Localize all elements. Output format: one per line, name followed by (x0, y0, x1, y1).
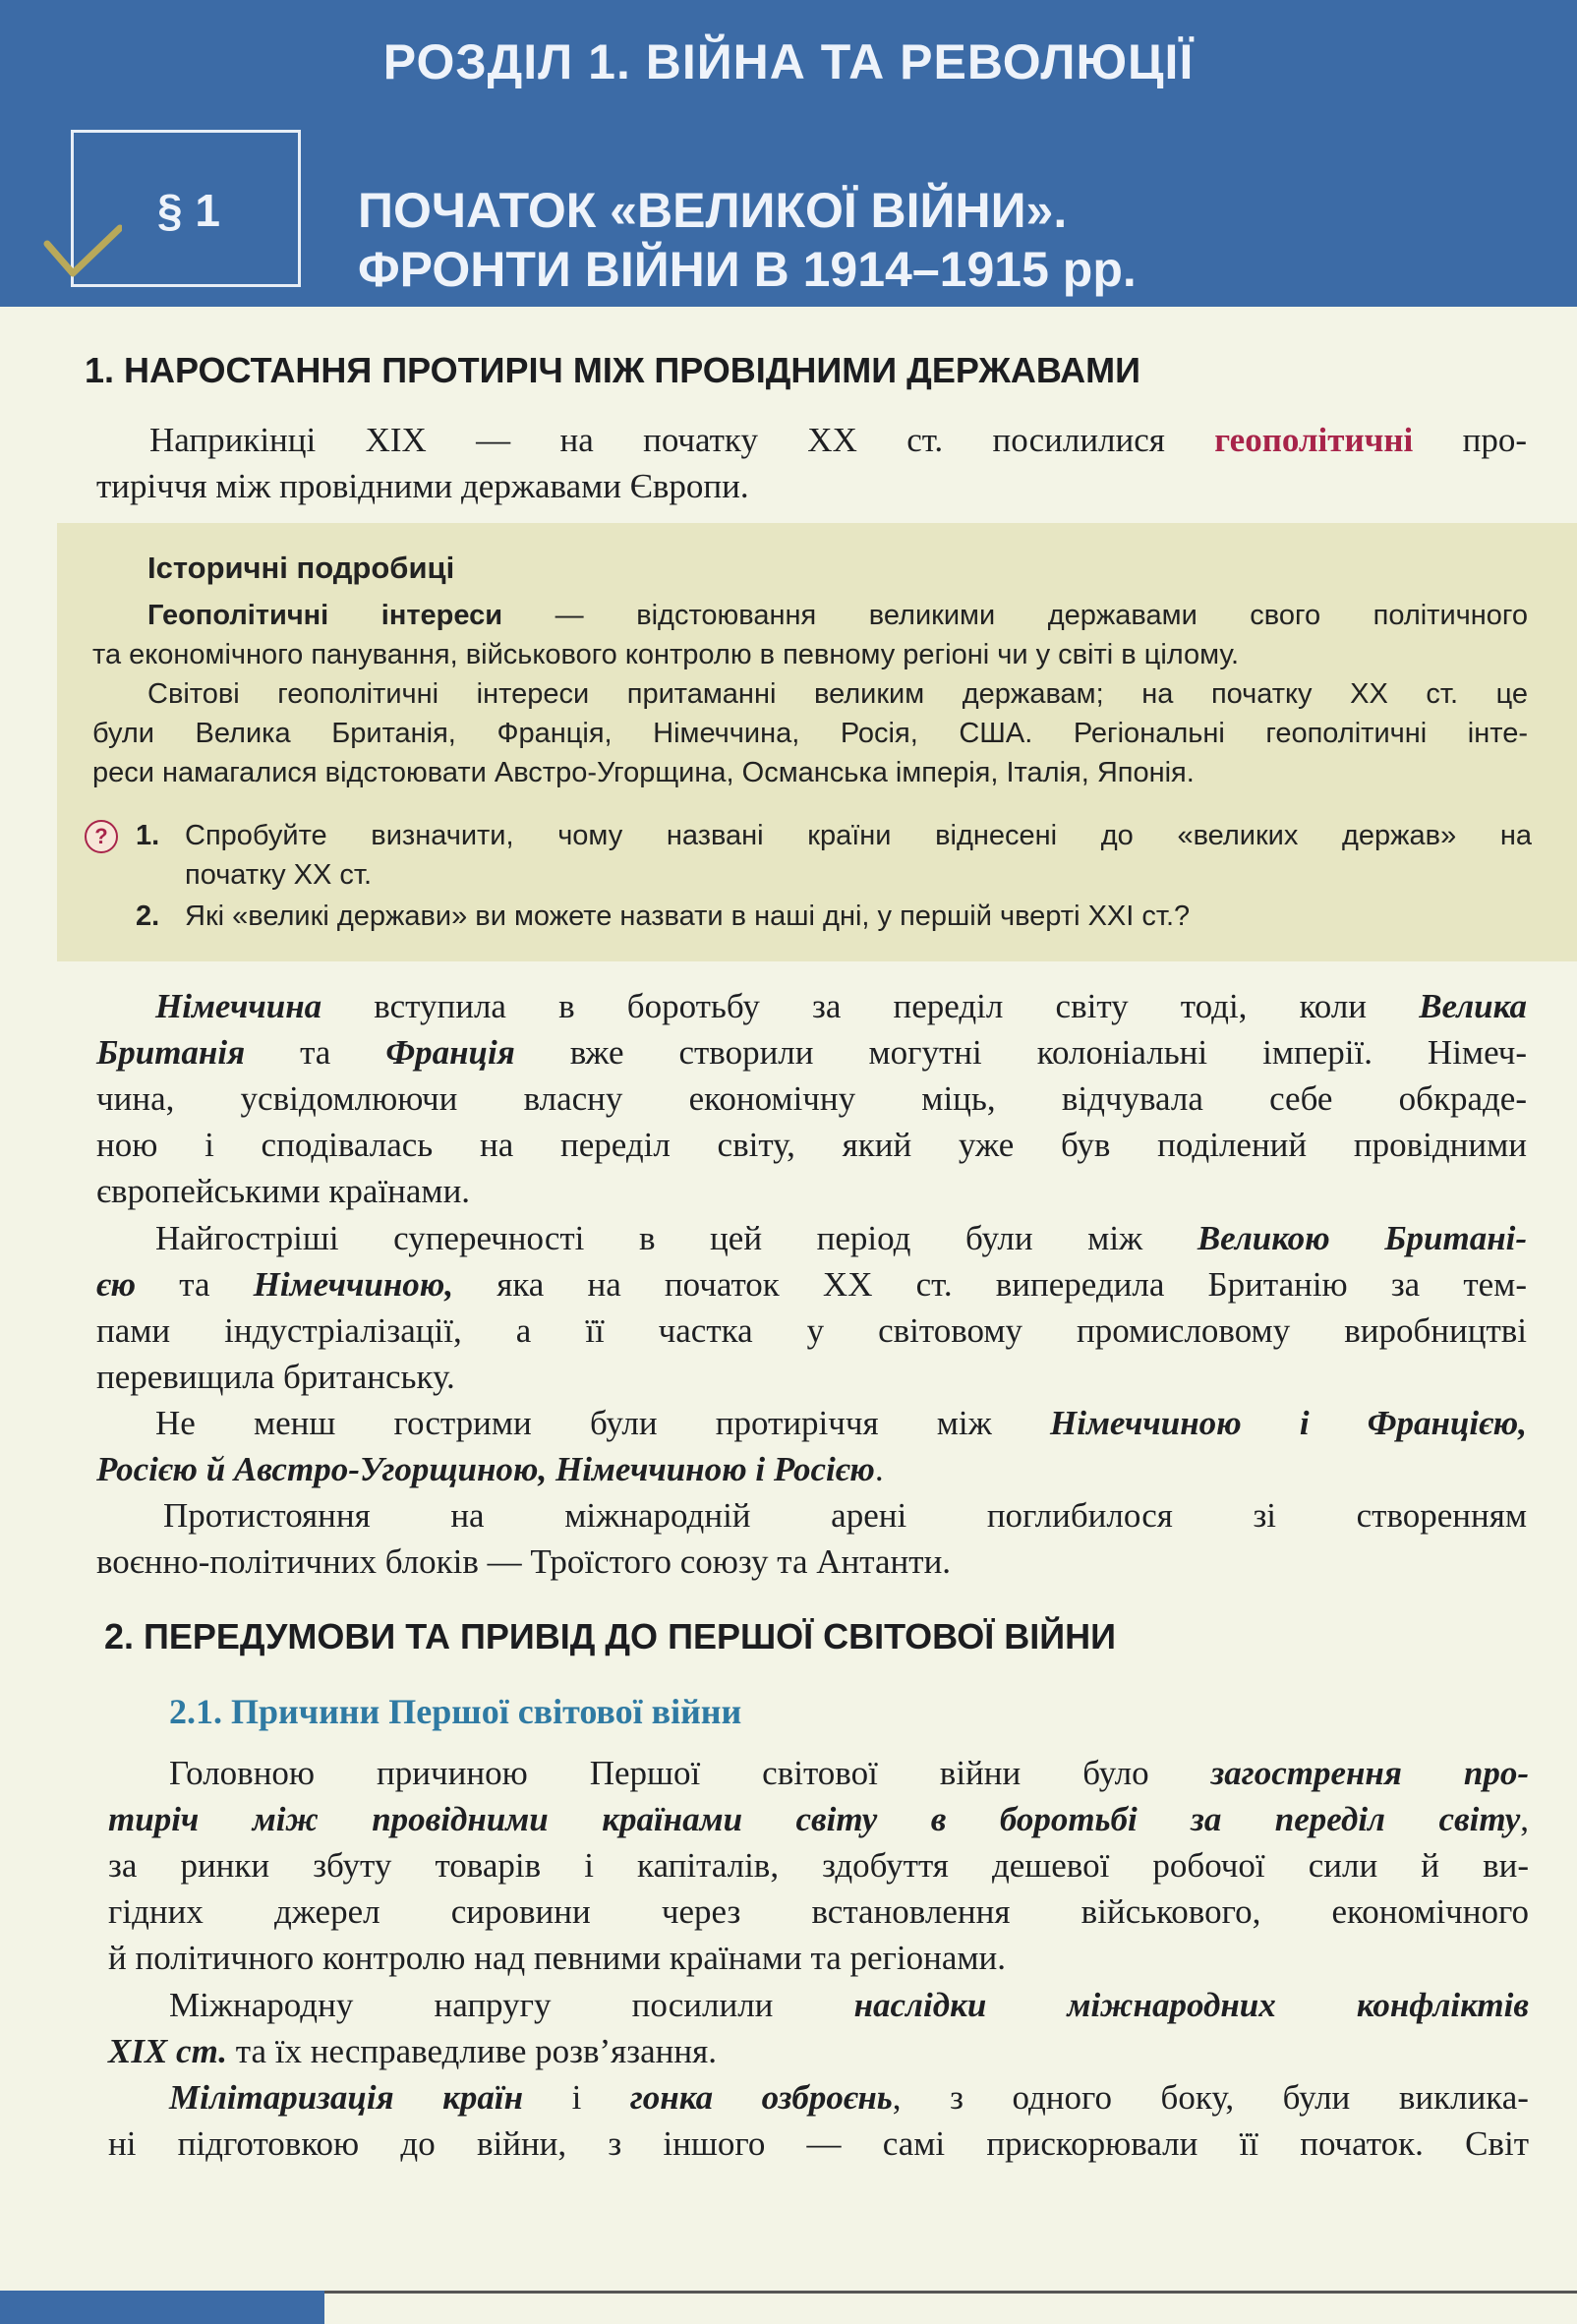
paragraph-causes-line4: гідних джерел сировини через встановлення військового, економічного (108, 1892, 1529, 1931)
militarization-text-b: , з одного боку, були виклика- (892, 2078, 1529, 2117)
section1-heading: 1. НАРОСТАННЯ ПРОТИРІЧ МІЖ ПРОВІДНИМИ ДЕРЖАВАМИ (85, 350, 1140, 390)
paragraph-contradictions-line3: пами індустріалізації, а її частка у світовому промисловому виробництві (96, 1311, 1527, 1350)
term-germany-france: Німеччиною і Францією, (1050, 1404, 1527, 1442)
paragraph-germany-line5: європейськими країнами. (96, 1172, 471, 1210)
intro-text-a: Наприкінці XIX — на початку XX ст. посилилися (149, 421, 1215, 459)
term-consequences: наслідки міжнародних конфліктів (853, 1986, 1529, 2024)
germany-text-c: вже створили могутні колоніальні імперії. Німеч- (514, 1033, 1527, 1072)
subsection-heading: 2.1. Причини Першої світової війни (169, 1692, 742, 1731)
term-aggravation: загострення про- (1210, 1754, 1529, 1792)
conflicts-text-end: . (874, 1450, 884, 1488)
paragraph-germany-line4: ною і сподівалась на переділ світу, який уже був поділений провідними (96, 1126, 1527, 1164)
paragraph-causes-line5: й політичного контролю над певними країнами та регіонами. (108, 1939, 1006, 1977)
paragraph-germany-line2 (96, 1029, 1527, 1075)
intro-text-b: про- (1413, 421, 1527, 459)
term-great-britain: Великою Британі- (1197, 1219, 1528, 1257)
section1-intro (96, 417, 1527, 509)
term-great: Велика (1419, 987, 1527, 1025)
definition-line3: Світові геополітичні інтереси притаманні великим державам; на початку XX ст. це (147, 678, 1528, 710)
term-france: Франція (385, 1033, 515, 1072)
tension-text-b: та їх несправедливе розв’язання. (227, 2032, 717, 2070)
paragraph-blocs-line1: Протистояння на міжнародній арені поглибилося зі створенням (163, 1496, 1527, 1535)
paragraph-other-conflicts-line1 (96, 1400, 1527, 1446)
germany-text-a: вступила в боротьбу за переділ світу тоді, коли (321, 987, 1420, 1025)
paragraph-germany-line3: чина, усвідомлюючи власну економічну міць, відчувала себе обкраде- (96, 1079, 1527, 1118)
paragraph-contradictions-line4: перевищила британську. (96, 1358, 455, 1396)
definition-line4: були Велика Британія, Франція, Німеччина, Росія, США. Регіональні геополітичні інте- (92, 718, 1528, 749)
paragraph-title-line1: ПОЧАТОК «ВЕЛИКОЇ ВІЙНИ». (358, 183, 1068, 238)
question-1-line2: початку XX ст. (185, 859, 373, 891)
term-struggle: тиріч між провідними країнами світу в боротьбі за переділ світу (108, 1800, 1521, 1838)
section1-intro-line2: тиріччя між провідними державами Європи. (96, 467, 749, 505)
geopolitical-interests-definition (92, 596, 1528, 792)
paragraph-causes-line1 (108, 1750, 1529, 1796)
paragraph-contradictions (96, 1215, 1527, 1400)
term-19th-century: XIX ст. (108, 2032, 227, 2070)
question-1-text (185, 816, 1532, 895)
paragraph-number: § 1 (157, 185, 220, 236)
paragraph-title-line2: ФРОНТИ ВІЙНИ В 1914–1915 рр. (358, 242, 1137, 297)
term-britain-end: єю (96, 1265, 137, 1304)
paragraph-contradictions-line1 (96, 1215, 1527, 1261)
paragraph-germany (96, 983, 1527, 1214)
geopolitical-term: геополітичні (1214, 421, 1414, 459)
tension-text-a: Міжнародну напругу посилили (169, 1986, 854, 2024)
paragraph-other-conflicts-line2 (96, 1446, 1527, 1492)
paragraph-contradictions-line2 (96, 1261, 1527, 1307)
paragraph-tension (108, 1982, 1529, 2074)
paragraph-militarization-line2: ні підготовкою до війни, з іншого — самі прискорювали її початок. Світ (108, 2124, 1529, 2163)
contradictions-text-c: яка на початок XX ст. випередила Британію за тем- (453, 1265, 1527, 1304)
checkmark-icon (43, 224, 122, 283)
question-1 (136, 816, 1532, 895)
paragraph-blocs (96, 1492, 1527, 1585)
germany-text-b: та (245, 1033, 386, 1072)
contradictions-text-b: та (136, 1265, 254, 1304)
question-1-line1: Спробуйте визначити, чому названі країни віднесені до «великих держав» на (185, 820, 1532, 851)
section1-intro-line1 (96, 417, 1527, 463)
paragraph-tension-line1 (108, 1982, 1529, 2028)
paragraph-germany-line1 (96, 983, 1527, 1029)
paragraph-other-conflicts (96, 1400, 1527, 1492)
definition-line5: реси намагалися відстоювати Австро-Угорщина, Османська імперія, Італія, Японія. (92, 757, 1195, 788)
question-icon: ? (85, 820, 118, 853)
term-arms-race: гонка озброєнь (629, 2078, 893, 2117)
term-germany: Німеччина (155, 987, 322, 1025)
term-russia-austria: Росією й Австро-Угорщиною, Німеччиною і Росією (96, 1450, 875, 1488)
paragraph-causes-line2 (108, 1796, 1529, 1842)
militarization-text-a: і (523, 2078, 630, 2117)
question-2-text: Які «великі держави» ви можете назвати в наші дні, у першій чверті XXI ст.? (185, 901, 1191, 932)
historical-details-heading: Історичні подробиці (147, 551, 455, 585)
definition-term: Геополітичні інтереси (147, 600, 503, 631)
footer-rule (324, 2291, 1577, 2294)
contradictions-text-a: Найгостріші суперечності в цей період були між (155, 1219, 1197, 1257)
question-1-number: 1. (136, 820, 160, 851)
paragraph-militarization (108, 2074, 1529, 2167)
term-britain: Британія (96, 1033, 246, 1072)
paragraph-causes (108, 1750, 1529, 1981)
chapter-title: РОЗДІЛ 1. ВІЙНА ТА РЕВОЛЮЦІЇ (382, 34, 1195, 89)
paragraph-tension-line2 (108, 2028, 1529, 2074)
paragraph-blocs-line2: воєнно-політичних блоків — Троїстого союзу та Антанти. (96, 1542, 952, 1581)
causes-text-comma: , (1520, 1800, 1529, 1838)
term-germany-2: Німеччиною, (253, 1265, 454, 1304)
conflicts-text-a: Не менш гострими були протиріччя між (155, 1404, 1050, 1442)
question-2-number: 2. (136, 901, 160, 932)
causes-text-a: Головною причиною Першої світової війни було (169, 1754, 1211, 1792)
paragraph-militarization-line1 (108, 2074, 1529, 2121)
paragraph-causes-line3: за ринки збуту товарів і капіталів, здобуття дешевої робочої сили й ви- (108, 1846, 1529, 1885)
definition-text: — відстоювання великими державами свого політичного (502, 600, 1528, 631)
question-2 (136, 897, 1532, 936)
term-militarization: Мілітаризація країн (169, 2078, 524, 2117)
definition-line2: та економічного панування, військового контролю в певному регіоні чи у світі в цілому. (92, 639, 1240, 670)
section2-heading: 2. ПЕРЕДУМОВИ ТА ПРИВІД ДО ПЕРШОЇ СВІТОВОЇ ВІЙНИ (104, 1616, 1116, 1656)
paragraph-title (358, 181, 1538, 299)
footer-tab (0, 2291, 324, 2324)
definition-line1 (92, 596, 1528, 635)
